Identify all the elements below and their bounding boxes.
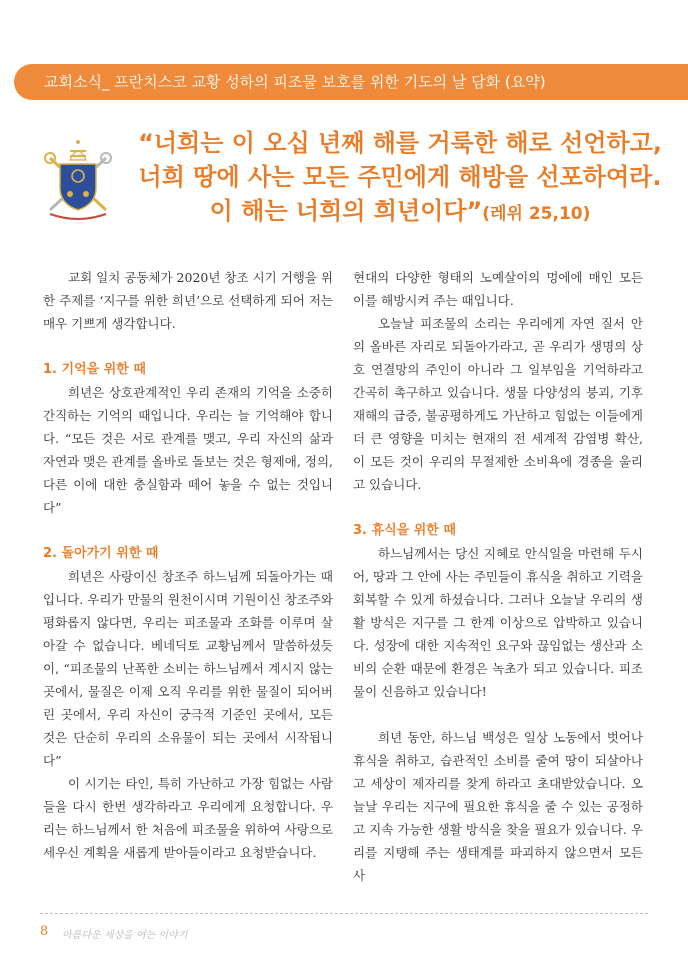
section-2-heading: 2. 돌아가기 위한 때 — [43, 546, 159, 561]
quote-line-3: 이 해는 너희의 희년이다” — [209, 197, 483, 225]
page-number: 8 — [40, 924, 49, 939]
right-column — [353, 266, 643, 887]
creation-voice-paragraph: 오늘날 피조물의 소리는 우리에게 자연 질서 안의 올바른 자리로 되돌아가라고, 곧 우리가 생명의 상호 연결망의 주인이 아니라 그 일부임을 기억하라고 간곡히 촉구하고 있습니다. 생물 다양성의 붕괴, 기후 재해의 급증, 불공평하게도 가난하고 힘없는 이들에게 더 큰 영향을 미치는 현재의 전 세계적 감염병 확산, 이 모든 것이 우리의 무절제한 소비욕에 경종을 울리고 있습니다. — [353, 316, 643, 492]
section-2-paragraph-1: 희년은 사랑이신 창조주 하느님께 되돌아가는 때입니다. 우리가 만물의 원천이시며 기원이신 창조주와 평화롭지 않다면, 우리는 피조물과 조화를 이루며 살아갈 수 없습니다. 베네딕토 교황님께서 말씀하셨듯이, “피조물의 난폭한 소비는 하느님께서 계시지 않는 곳에서, 물질은 이제 오직 우리를 위한 물질이 되어버린 곳에서, 우리 자신이 궁극적 기준인 곳에서, 모든 것은 단순히 우리의 소유물이 되는 곳에서 시작됩니다” — [43, 569, 333, 768]
section-3-paragraph-2: 희년 동안, 하느님 백성은 일상 노동에서 벗어나 휴식을 취하고, 습관적인 소비를 줄여 땅이 되살아나고 세상이 제자리를 찾게 하라고 초대받았습니다. 오늘날 우리는 지구에 필요한 휴식을 줄 수 있는 공정하고 지속 가능한 생활 방식을 찾을 필요가 있습니다. 우리를 지탱해 주는 생태계를 파괴하지 않으면서 모든 사 — [353, 730, 643, 883]
pull-quote — [130, 126, 670, 231]
footer-divider — [40, 913, 648, 914]
header-band — [14, 64, 688, 100]
quote-line-1: “너희는 이 오십 년째 해를 거룩한 해로 선언하고, — [138, 129, 662, 157]
magazine-title: 아름다운 세상을 여는 이야기 — [62, 930, 188, 941]
section-3-heading: 3. 휴식을 위한 때 — [353, 523, 456, 538]
quote-line-2: 너희 땅에 사는 모든 주민에게 해방을 선포하여라. — [138, 163, 662, 191]
header-title: 교회소식_ 프란치스코 교황 성하의 피조물 보호를 위한 기도의 날 담화 (요약) — [44, 73, 546, 91]
papal-coat-of-arms-icon — [40, 138, 116, 224]
intro-paragraph: 교회 일치 공동체가 2020년 창조 시기 거행을 위한 주제를 ‘지구를 위한 희년’으로 선택하게 되어 저는 매우 기쁘게 생각합니다. — [43, 270, 333, 331]
section-2-paragraph-2: 이 시기는 타인, 특히 가난하고 가장 힘없는 사람들을 다시 한번 생각하라고 우리에게 요청합니다. 우리는 하느님께서 한 처음에 피조물을 위하여 사랑으로 세우신 계획을 새롭게 받아들이라고 요청받습니다. — [43, 776, 333, 860]
section-1-heading: 1. 기억을 위한 때 — [43, 362, 146, 377]
continued-paragraph: 현대의 다양한 형태의 노예살이의 멍에에 매인 모든 이를 해방시켜 주는 때입니다. — [353, 270, 643, 308]
left-column — [43, 266, 333, 864]
quote-reference: (레위 25,10) — [482, 204, 591, 224]
section-3-paragraph-1: 하느님께서는 당신 지혜로 안식일을 마련해 두시어, 땅과 그 안에 사는 주민들이 휴식을 취하고 기력을 회복할 수 있게 하셨습니다. 그러나 오늘날 우리의 생활 방식은 지구를 그 한계 이상으로 압박하고 있습니다. 성장에 대한 지속적인 요구와 끊임없는 생산과 소비의 순환 때문에 환경은 녹초가 되고 있습니다. 피조물이 신음하고 있습니다! — [353, 546, 643, 699]
section-1-paragraph: 희년은 상호관계적인 우리 존재의 기억을 소중히 간직하는 기억의 때입니다. 우리는 늘 기억해야 합니다. “모든 것은 서로 관계를 맺고, 우리 자신의 삶과 자연과 맺은 관계를 올바로 돌보는 것은 형제애, 정의, 다른 이에 대한 충실함과 떼어 놓을 수 없는 것입니다” — [43, 385, 333, 515]
